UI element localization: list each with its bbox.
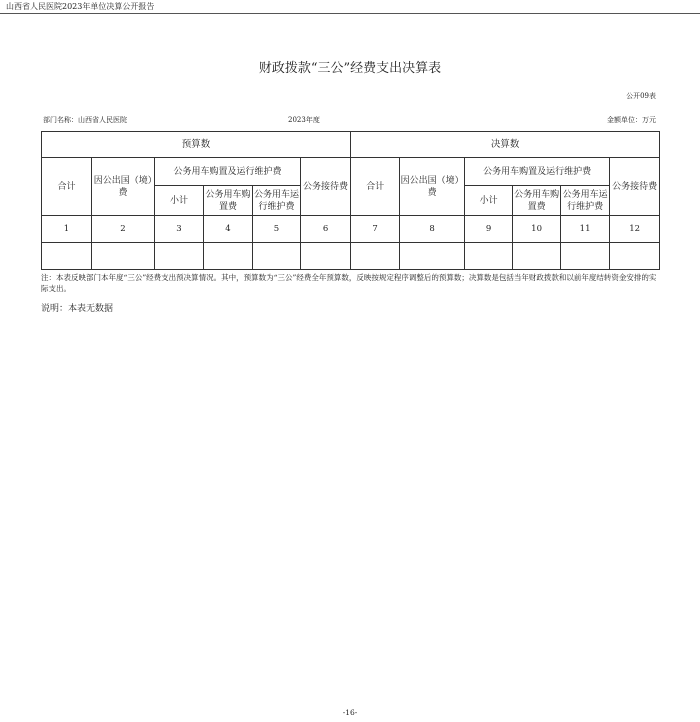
data-cell xyxy=(351,243,400,270)
column-index-cell: 5 xyxy=(253,216,301,243)
data-cell xyxy=(155,243,204,270)
data-cell xyxy=(253,243,301,270)
data-cell xyxy=(610,243,660,270)
data-cell xyxy=(42,243,92,270)
data-cell xyxy=(92,243,155,270)
column-index-row xyxy=(42,216,660,243)
group-header-row xyxy=(42,132,660,158)
data-cell xyxy=(301,243,351,270)
column-index-cell: 12 xyxy=(610,216,660,243)
column-index-cell: 1 xyxy=(42,216,92,243)
column-index-cell: 11 xyxy=(561,216,610,243)
column-index-cell: 7 xyxy=(351,216,400,243)
budget-reception-header: 公务接待费 xyxy=(301,158,351,216)
final-reception-header: 公务接待费 xyxy=(610,158,660,216)
column-index-cell: 9 xyxy=(465,216,513,243)
data-cell xyxy=(400,243,465,270)
column-header-row xyxy=(42,158,660,186)
budget-abroad-header: 因公出国（境）费 xyxy=(92,158,155,216)
department-name: 部门名称：山西省人民医院 xyxy=(43,116,127,124)
column-index-cell: 8 xyxy=(400,216,465,243)
column-index-cell: 4 xyxy=(204,216,253,243)
report-year: 2023年度 xyxy=(288,116,320,124)
final-subtotal-header: 小计 xyxy=(465,186,513,216)
budget-subtotal-header: 小计 xyxy=(155,186,204,216)
final-vehicle-purchase-header: 公务用车购置费 xyxy=(513,186,561,216)
running-header: 山西省人民医院2023年单位决算公开报告 xyxy=(0,0,700,14)
budget-vehicle-purchase-header: 公务用车购置费 xyxy=(204,186,253,216)
form-code: 公开09表 xyxy=(626,92,656,100)
column-index-cell: 2 xyxy=(92,216,155,243)
budget-total-header: 合计 xyxy=(42,158,92,216)
data-cell xyxy=(561,243,610,270)
no-data-remark: 说明：本表无数据 xyxy=(41,304,114,314)
report-title: 财政拨款“三公”经费支出决算表 xyxy=(258,61,442,76)
final-abroad-header: 因公出国（境）费 xyxy=(400,158,465,216)
final-vehicle-group-header: 公务用车购置及运行维护费 xyxy=(465,158,610,186)
table-footnote: 注：本表反映部门本年度“三公”经费支出预决算情况。其中，预算数为“三公”经费全年预算数，反映按规定程序调整后的预算数；决算数是包括当年财政拨款和以前年度结转资金安排的实际支出。 xyxy=(41,273,657,293)
data-cell xyxy=(204,243,253,270)
column-index-cell: 3 xyxy=(155,216,204,243)
page-number: -16- xyxy=(342,708,358,717)
final-total-header: 合计 xyxy=(351,158,400,216)
three-public-expense-table xyxy=(41,131,660,270)
data-cell xyxy=(465,243,513,270)
column-index-cell: 10 xyxy=(513,216,561,243)
budget-vehicle-operation-header: 公务用车运行维护费 xyxy=(253,186,301,216)
budget-vehicle-group-header: 公务用车购置及运行维护费 xyxy=(155,158,301,186)
budget-group-header: 预算数 xyxy=(42,132,351,158)
data-row xyxy=(42,243,660,270)
amount-unit: 金额单位：万元 xyxy=(607,116,656,124)
final-vehicle-operation-header: 公务用车运行维护费 xyxy=(561,186,610,216)
data-cell xyxy=(513,243,561,270)
column-index-cell: 6 xyxy=(301,216,351,243)
final-group-header: 决算数 xyxy=(351,132,660,158)
